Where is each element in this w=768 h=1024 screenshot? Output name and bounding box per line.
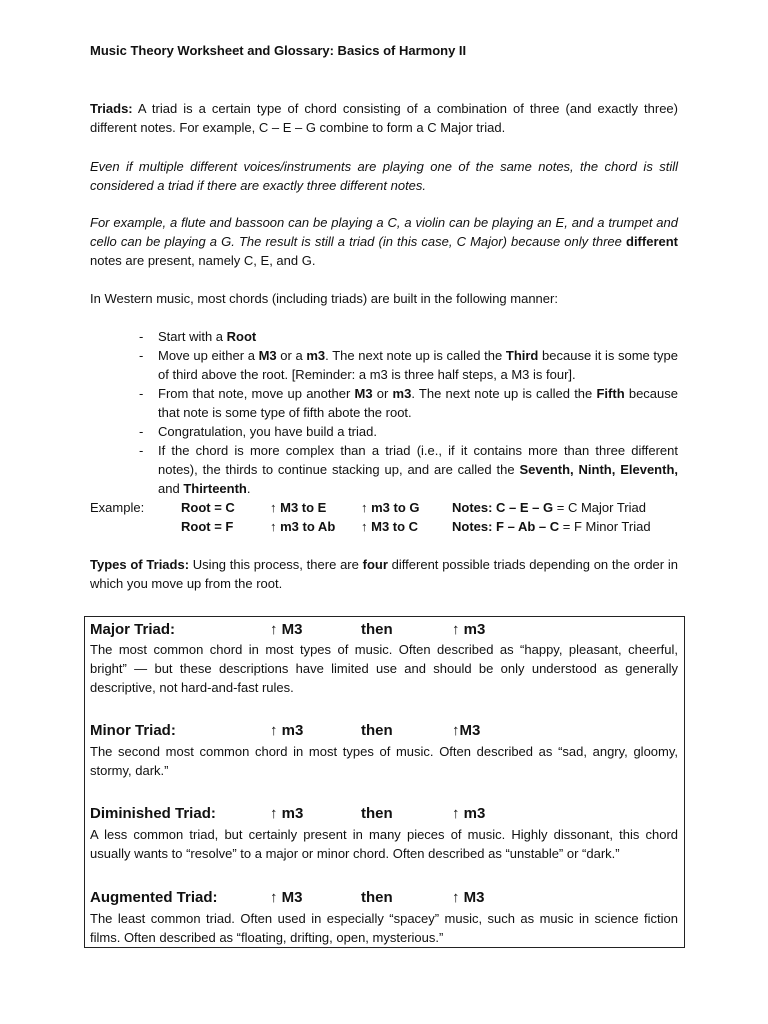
up-arrow-icon: ↑ <box>452 805 460 822</box>
step-text: Start with a <box>158 329 227 344</box>
dash-bullet: - <box>139 348 144 363</box>
example-step <box>361 517 418 536</box>
up-arrow-icon: ↑ <box>270 722 278 739</box>
step-bold: M3 <box>354 386 373 401</box>
up-arrow-icon: ↑ <box>361 519 368 534</box>
up-arrow-icon: ↑ <box>452 621 460 638</box>
dash-bullet: - <box>139 424 144 439</box>
example-interval: m3 to G <box>371 500 420 515</box>
example-notes-result: = C Major Triad <box>553 500 646 515</box>
step-bold: Third <box>505 348 539 363</box>
triads-label: Triads: <box>90 101 133 116</box>
para3-text-a: For example, a flute and bassoon can be playing a C, a violin can be playing an E, and a trumpet and cello can be playing a G. The result is still a triad (in this case, C Major) because only three <box>90 215 678 249</box>
triad-description: The most common chord in most types of music. Often described as “happy, pleasant, cheerful, bright” — but these descriptions have limited use and should be only understood as generally descriptive, not hard-and-fast rules. <box>90 642 678 695</box>
triad-description: The least common triad. Often used in especially “spacey” music, such as music in science fiction films. Often described as “floating, drifting, open, mysterious.” <box>90 911 678 945</box>
step-bold: Seventh, Ninth, Eleventh, <box>519 462 678 477</box>
step-bold: m3 <box>392 386 412 401</box>
step-bold: m3 <box>306 348 326 363</box>
example-root: Root = F <box>181 519 234 534</box>
list-item <box>90 441 678 498</box>
triad-second-interval <box>452 889 485 906</box>
interval-label: m3 <box>463 805 486 822</box>
interval-label: M3 <box>459 722 481 739</box>
types-text: different possible triads depending on the order in which you move up from the root. <box>90 557 678 591</box>
interval-label: M3 <box>281 889 303 906</box>
types-bold: four <box>362 557 388 572</box>
step-bold: M3 <box>258 348 277 363</box>
page-title: Music Theory Worksheet and Glossary: Basics of Harmony II <box>90 43 467 58</box>
step-text: or a <box>276 348 307 363</box>
triad-then: then <box>361 805 393 822</box>
example-notes-label: Notes: F – Ab – C <box>452 519 560 534</box>
example-notes <box>452 517 651 536</box>
paragraph-example <box>90 213 678 270</box>
step-text: . <box>246 481 251 496</box>
up-arrow-icon: ↑ <box>452 722 460 739</box>
step-bold: Root <box>226 329 257 344</box>
up-arrow-icon: ↑ <box>270 500 277 515</box>
step-text: If the chord is more complex than a triad (i.e., if it contains more than three different notes), the thirds to continue stacking up, and are called the <box>158 443 678 477</box>
example-interval: m3 to Ab <box>280 519 336 534</box>
triad-first-interval <box>270 722 303 739</box>
interval-label: M3 <box>463 889 485 906</box>
example-step <box>361 498 420 517</box>
triad-second-interval <box>452 621 485 638</box>
list-item <box>90 346 678 384</box>
step-bold: Thirteenth <box>183 481 247 496</box>
step-text: From that note, move up another <box>158 386 355 401</box>
triad-then: then <box>361 889 393 906</box>
triads-definition <box>90 99 678 137</box>
step-text: and <box>158 481 184 496</box>
step-text: because it is some type of third above the root. [Reminder: a m3 is three half steps, a M3 is four]. <box>158 348 678 382</box>
step-text: . The next note up is called the <box>325 348 506 363</box>
step-text: . The next note up is called the <box>411 386 597 401</box>
dash-bullet: - <box>139 386 144 401</box>
list-item <box>90 384 678 422</box>
example-interval: M3 to E <box>280 500 327 515</box>
triad-name: Diminished Triad: <box>90 805 216 822</box>
step-text: or <box>372 386 393 401</box>
para3-text-b: notes are present, namely C, E, and G. <box>90 253 316 268</box>
triad-name: Minor Triad: <box>90 722 176 739</box>
paragraph-western: In Western music, most chords (including triads) are built in the following manner: <box>90 291 558 306</box>
example-label: Example: <box>90 500 145 515</box>
up-arrow-icon: ↑ <box>270 805 278 822</box>
triad-first-interval <box>270 805 303 822</box>
interval-label: m3 <box>463 621 486 638</box>
step-bold: Fifth <box>596 386 625 401</box>
interval-label: M3 <box>281 621 303 638</box>
example-interval: M3 to C <box>371 519 419 534</box>
types-of-triads <box>90 555 678 593</box>
example-step <box>270 517 335 536</box>
triads-text: A triad is a certain type of chord consisting of a combination of three (and exactly three) different notes. For example, C – E – G combine to form a C Major triad. <box>90 101 678 135</box>
triad-description: The second most common chord in most types of music. Often described as “sad, angry, gloomy, stormy, dark.” <box>90 744 678 778</box>
para3-bold: different <box>626 234 678 249</box>
triad-second-interval <box>452 805 485 822</box>
types-label: Types of Triads: <box>90 557 190 572</box>
up-arrow-icon: ↑ <box>270 889 278 906</box>
example-root: Root = C <box>181 500 235 515</box>
example-notes-result: = F Minor Triad <box>559 519 651 534</box>
paragraph-voices: Even if multiple different voices/instruments are playing one of the same notes, the chord is still considered a triad if there are exactly three different notes. <box>90 159 678 193</box>
step-text: Congratulation, you have build a triad. <box>158 424 377 439</box>
triad-name: Augmented Triad: <box>90 889 218 906</box>
list-item <box>90 422 678 441</box>
list-item <box>90 327 678 346</box>
triad-first-interval <box>270 889 303 906</box>
step-text: because that note is some type of fifth abote the root. <box>158 386 678 420</box>
up-arrow-icon: ↑ <box>361 500 368 515</box>
triad-then: then <box>361 621 393 638</box>
up-arrow-icon: ↑ <box>270 621 278 638</box>
steps-list <box>90 327 678 498</box>
interval-label: m3 <box>281 722 304 739</box>
example-step <box>270 498 326 517</box>
triad-name: Major Triad: <box>90 621 176 638</box>
triad-then: then <box>361 722 393 739</box>
triad-description: A less common triad, but certainly present in many pieces of music. Highly dissonant, this chord usually wants to “resolve” to a major or minor chord. Often described as “unstable” or “dark.” <box>90 827 678 861</box>
step-text: Move up either a <box>158 348 259 363</box>
triad-first-interval <box>270 621 303 638</box>
up-arrow-icon: ↑ <box>270 519 277 534</box>
dash-bullet: - <box>139 329 144 344</box>
types-text: Using this process, there are <box>189 557 363 572</box>
example-notes-label: Notes: C – E – G <box>452 500 554 515</box>
dash-bullet: - <box>139 443 144 458</box>
interval-label: m3 <box>281 805 304 822</box>
triad-second-interval <box>452 722 480 739</box>
up-arrow-icon: ↑ <box>452 889 460 906</box>
example-notes <box>452 498 646 517</box>
